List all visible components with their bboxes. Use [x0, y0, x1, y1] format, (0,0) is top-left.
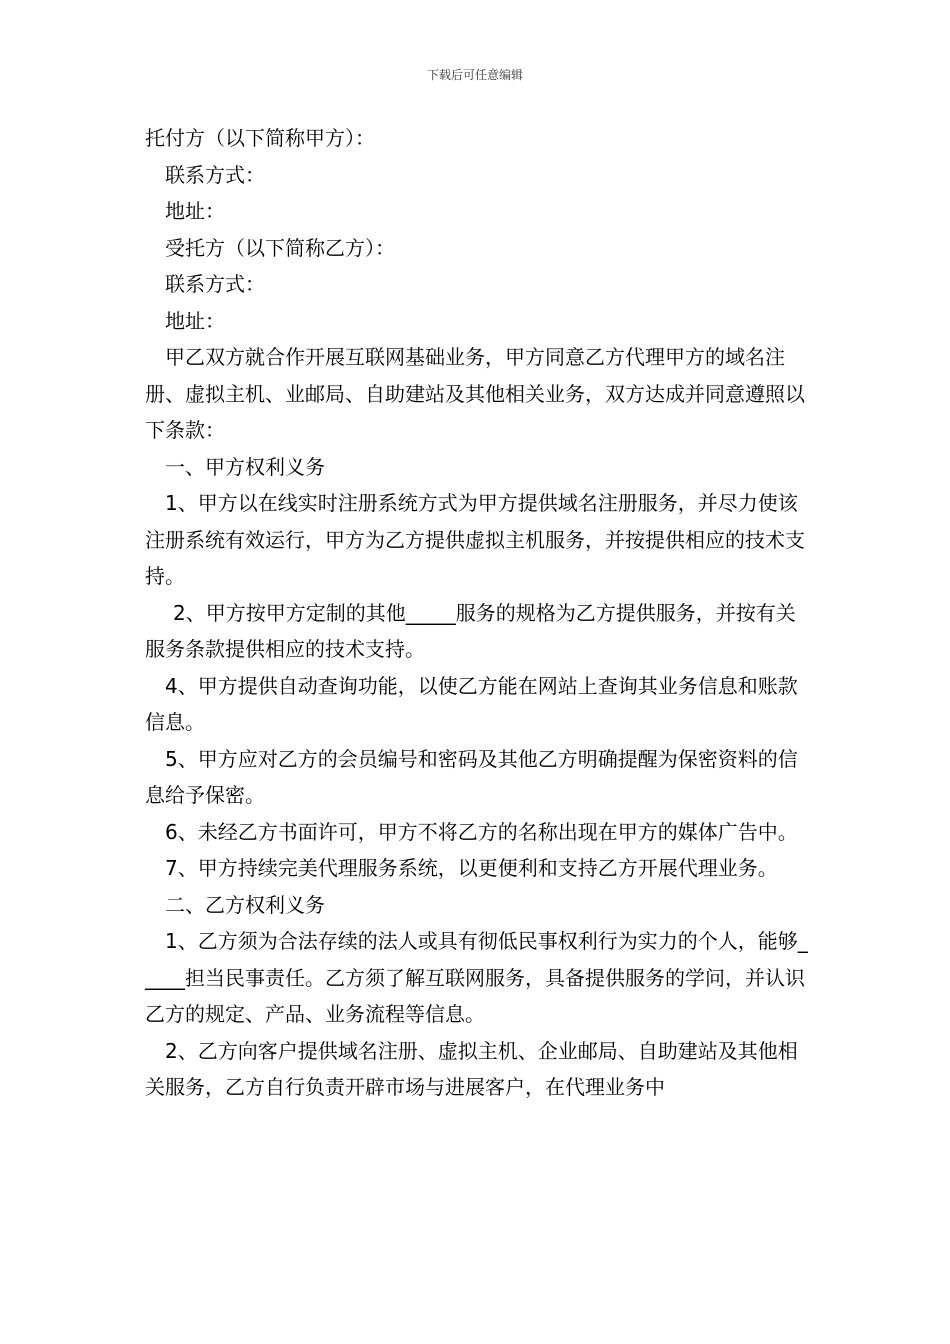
clause-a-7: 7、甲方持续完美代理服务系统，以更便利和支持乙方开展代理业务。: [165, 856, 778, 880]
section-heading-party-b: 二、乙方权利义务: [165, 892, 325, 917]
page-header: 下载后可任意编辑: [426, 68, 523, 82]
party-a-label: 托付方（以下简称甲方）：: [145, 126, 375, 150]
document-body: [145, 120, 815, 1106]
party-b-address: 地址：: [165, 308, 225, 333]
clause-a-5: 5、甲方应对乙方的会员编号和密码及其他乙方明确提醒为保密资料的信息给予保密。: [145, 746, 798, 807]
clause-b-2: 2、乙方向客户提供域名注册、虚拟主机、企业邮局、自助建站及其他相关服务，乙方自行负责开辟市场与进展客户，在代理业务中: [145, 1038, 798, 1099]
clause-a-4: 4、甲方提供自动查询功能，以使乙方能在网站上查询其业务信息和账款信息。: [145, 673, 798, 734]
party-a-address: 地址：: [165, 199, 225, 223]
section-heading-party-a: 一、甲方权利义务: [165, 454, 325, 479]
party-b-label: 受托方（以下简称乙方）：: [165, 235, 395, 260]
clause-b-1: 1、乙方须为合法存续的法人或具有彻低民事权利行为实力的个人，能够_____担当民事责任。乙方须了解互联网服务，具备提供服务的学问，并认识乙方的规定、产品、业务流程等信息。: [145, 929, 808, 1026]
party-b-contact: 联系方式：: [165, 272, 265, 296]
intro-paragraph: 甲乙双方就合作开展互联网基础业务，甲方同意乙方代理甲方的域名注册、虚拟主机、业邮局、自助建站及其他相关业务，双方达成并同意遵照以下条款：: [145, 345, 805, 442]
party-a-contact: 联系方式：: [165, 162, 265, 187]
clause-a-6: 6、未经乙方书面许可，甲方不将乙方的名称出现在甲方的媒体广告中。: [165, 819, 798, 844]
clause-a-2: 2、甲方按甲方定制的其他_____服务的规格为乙方提供服务，并按有关服务条款提供相应的技术支持。: [145, 600, 796, 661]
clause-a-1: 1、甲方以在线实时注册系统方式为甲方提供域名注册服务，并尽力使该注册系统有效运行，甲方为乙方提供虚拟主机服务，并按提供相应的技术支持。: [145, 491, 805, 588]
